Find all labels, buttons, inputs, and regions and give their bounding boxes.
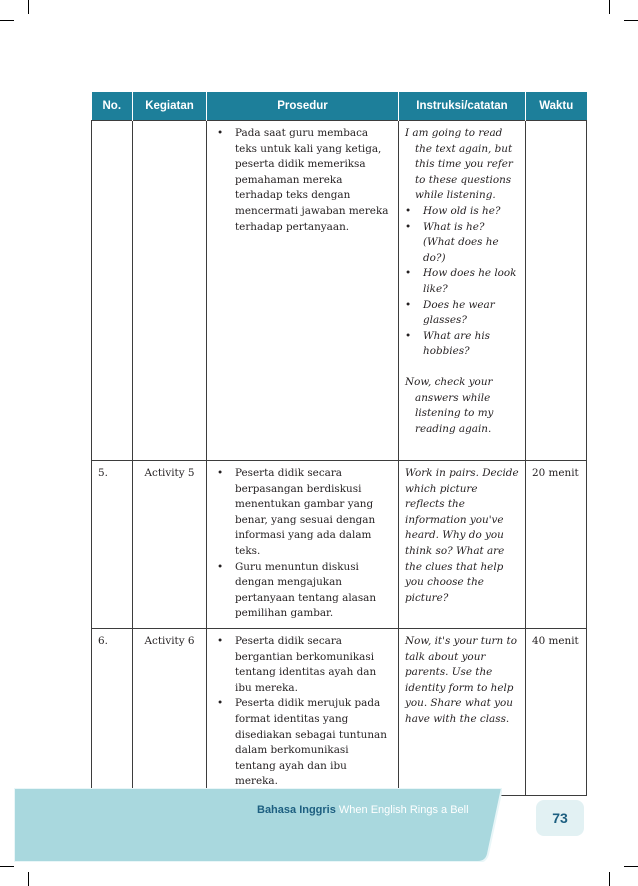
table-row (92, 461, 587, 629)
row-instruction: Work in pairs. Decide which picture reflects the information you've heard. Why do you think so? What are the clues that help you choose the picture? (399, 461, 526, 629)
row-procedure (207, 121, 399, 461)
book-title: Bahasa Inggris (257, 804, 336, 816)
row-number (92, 121, 133, 461)
row-number: 6. (92, 629, 133, 796)
header-instruksi: Instruksi/catatan (399, 92, 526, 121)
lesson-plan-table (91, 92, 587, 796)
footer-band (14, 788, 502, 862)
table-row (92, 121, 587, 461)
crop-mark (0, 20, 14, 21)
row-number: 5. (92, 461, 133, 629)
header-kegiatan: Kegiatan (133, 92, 207, 121)
question-item: • How old is he? (405, 204, 519, 220)
header-no: No. (92, 92, 133, 121)
procedure-item: • Peserta didik secara bergantian berkomunikasi tentang identitas ayah dan ibu mereka. (217, 634, 392, 696)
instruction-intro: I am going to read the text again, but this time you refer to these questions while listening. (405, 127, 513, 202)
crop-mark (609, 0, 610, 14)
row-time: 40 menit (526, 629, 587, 796)
table-header-row (92, 92, 587, 121)
crop-mark (28, 0, 29, 14)
question-item: • Does he wear glasses? (405, 298, 519, 329)
procedure-item: • Pada saat guru membaca teks untuk kali yang ketiga, peserta didik memeriksa pemahaman mereka terhadap teks dengan mencermati jawaban mereka terhadap pertanyaan. (217, 126, 392, 235)
row-time (526, 121, 587, 461)
row-activity: Activity 5 (133, 461, 207, 629)
row-activity (133, 121, 207, 461)
question-item: • What are his hobbies? (405, 329, 519, 360)
spacer (405, 360, 519, 375)
book-subtitle: When English Rings a Bell (338, 804, 469, 816)
crop-mark (609, 872, 610, 886)
row-activity: Activity 6 (133, 629, 207, 796)
header-prosedur: Prosedur (207, 92, 399, 121)
row-procedure (207, 629, 399, 796)
question-item: • How does he look like? (405, 266, 519, 297)
crop-mark (624, 20, 638, 21)
procedure-item: • Peserta didik merujuk pada format identitas yang disediakan sebagai tuntunan dalam berkomunikasi tentang ayah dan ibu mereka. (217, 696, 392, 790)
question-item: • What is he? (What does he do?) (405, 220, 519, 267)
footer-text (257, 804, 469, 816)
page-number: 73 (536, 800, 584, 836)
row-instruction: Now, it's your turn to talk about your parents. Use the identity form to help you. Share what you have with the class. (399, 629, 526, 796)
row-time: 20 menit (526, 461, 587, 629)
row-instruction (399, 121, 526, 461)
row-procedure (207, 461, 399, 629)
instruction-outro: Now, check your answers while listening to my reading again. (405, 375, 494, 435)
crop-mark (28, 872, 29, 886)
crop-mark (624, 866, 638, 867)
header-waktu: Waktu (526, 92, 587, 121)
table-row (92, 629, 587, 796)
procedure-item: • Peserta didik secara berpasangan berdiskusi menentukan gambar yang benar, yang sesuai dengan informasi yang ada dalam teks. (217, 466, 392, 560)
procedure-item: • Guru menuntun diskusi dengan mengajukan pertanyaan tentang alasan pemilihan gambar. (217, 560, 392, 622)
crop-mark (0, 866, 14, 867)
